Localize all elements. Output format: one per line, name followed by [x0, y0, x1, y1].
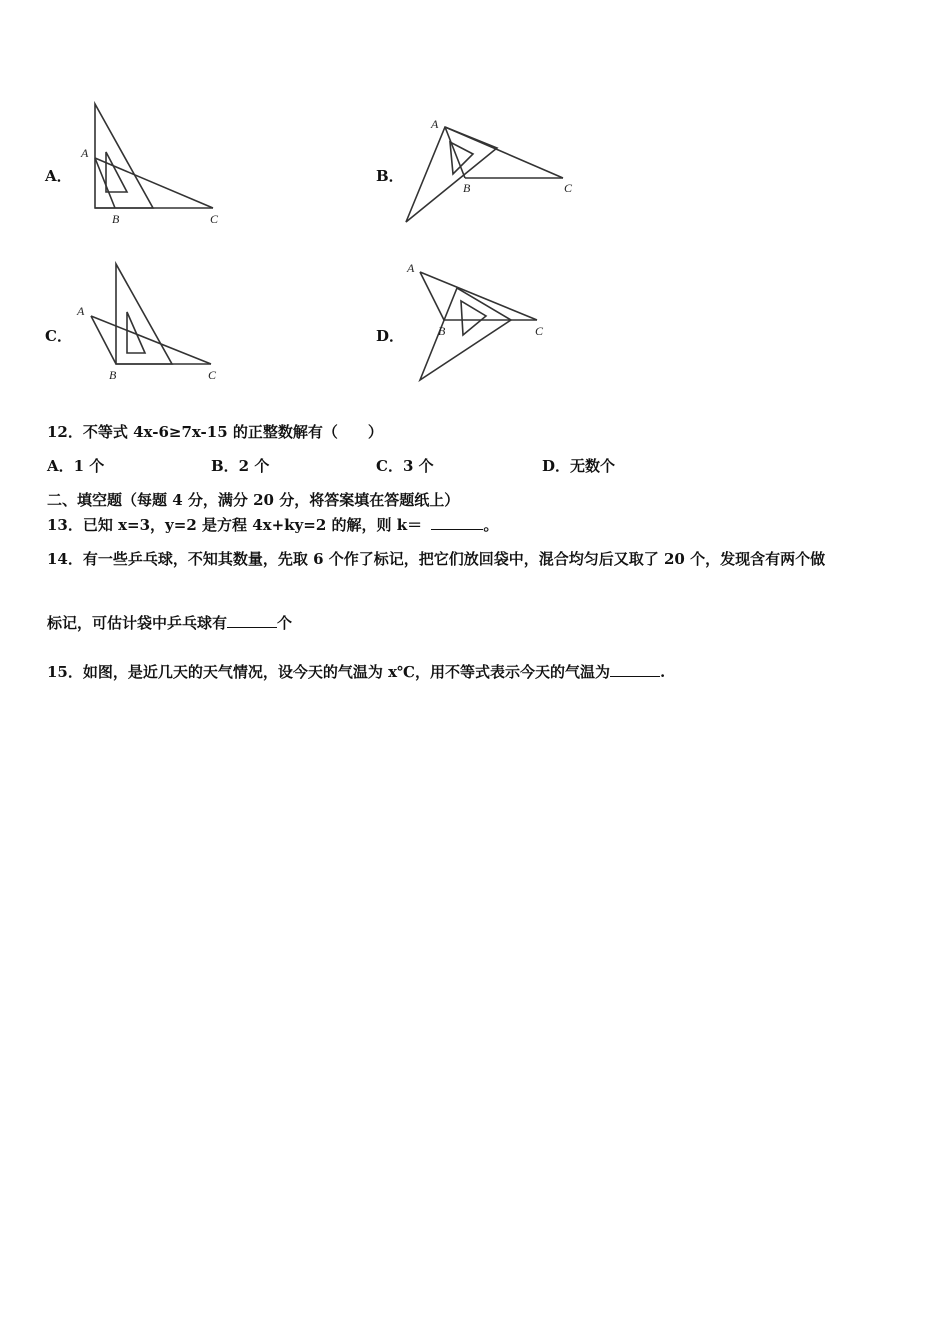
- figure-option-a: [75, 100, 235, 230]
- q13-text: 13．已知 x=3，y=2 是方程 4x+ky=2 的解，则 k＝: [47, 516, 423, 534]
- q15-end: .: [660, 663, 666, 681]
- large-set-square: [406, 127, 497, 222]
- figure-option-d: [400, 258, 560, 388]
- q15-text: 15．如图，是近几天的天气情况，设今天的气温为 x℃，用不等式表示今天的气温为: [47, 663, 611, 681]
- figure-option-c: [75, 260, 235, 390]
- point-b: B: [438, 324, 446, 338]
- point-a: A: [407, 261, 415, 275]
- option-d-label: D．: [376, 327, 405, 345]
- point-a: A: [81, 146, 89, 160]
- q12-choice-c: C．3 个: [376, 457, 434, 475]
- figure-option-b: [400, 112, 585, 227]
- q14-unit: 个: [277, 614, 293, 632]
- option-a-label: A．: [45, 167, 72, 185]
- q12-choice-d: D．无数个: [542, 457, 616, 475]
- q14-line2: [47, 612, 292, 633]
- q12-choice-b: B．2 个: [211, 457, 270, 475]
- q13-answer-blank[interactable]: [431, 515, 483, 530]
- point-c: C: [208, 368, 217, 382]
- option-c-label: C．: [45, 327, 72, 345]
- small-inner-triangle: [461, 301, 486, 335]
- triangle-side-ac: [91, 316, 211, 364]
- q15: [47, 661, 665, 682]
- point-a: A: [431, 117, 439, 131]
- q13-end: 。: [483, 516, 499, 534]
- small-inner-triangle: [127, 312, 145, 353]
- point-c: C: [535, 324, 544, 338]
- triangle-side-ac: [420, 272, 537, 320]
- point-b: B: [112, 212, 120, 226]
- q14-line1: 14．有一些乒乓球，不知其数量，先取 6 个作了标记，把它们放回袋中，混合均匀后又取了 20 个，发现含有两个做: [47, 550, 826, 568]
- point-c: C: [564, 181, 573, 195]
- section-heading: 二、填空题（每题 4 分，满分 20 分，将答案填在答题纸上）: [47, 491, 460, 509]
- small-inner-triangle: [106, 152, 127, 192]
- point-c: C: [210, 212, 219, 226]
- q12-stem: 12．不等式 4x-6≥7x-15 的正整数解有（ ）: [47, 423, 383, 441]
- triangle-side-ab: [420, 272, 444, 320]
- q14-text: 标记，可估计袋中乒乓球有: [47, 614, 228, 632]
- point-a: A: [77, 304, 85, 318]
- q14-answer-blank[interactable]: [227, 613, 277, 628]
- point-b: B: [109, 368, 117, 382]
- triangle-side-ab: [91, 316, 116, 364]
- option-b-label: B．: [376, 167, 404, 185]
- q13: [47, 514, 498, 535]
- q12-choice-a: A．1 个: [47, 457, 105, 475]
- large-set-square: [420, 288, 511, 380]
- point-b: B: [463, 181, 471, 195]
- q15-answer-blank[interactable]: [610, 662, 660, 677]
